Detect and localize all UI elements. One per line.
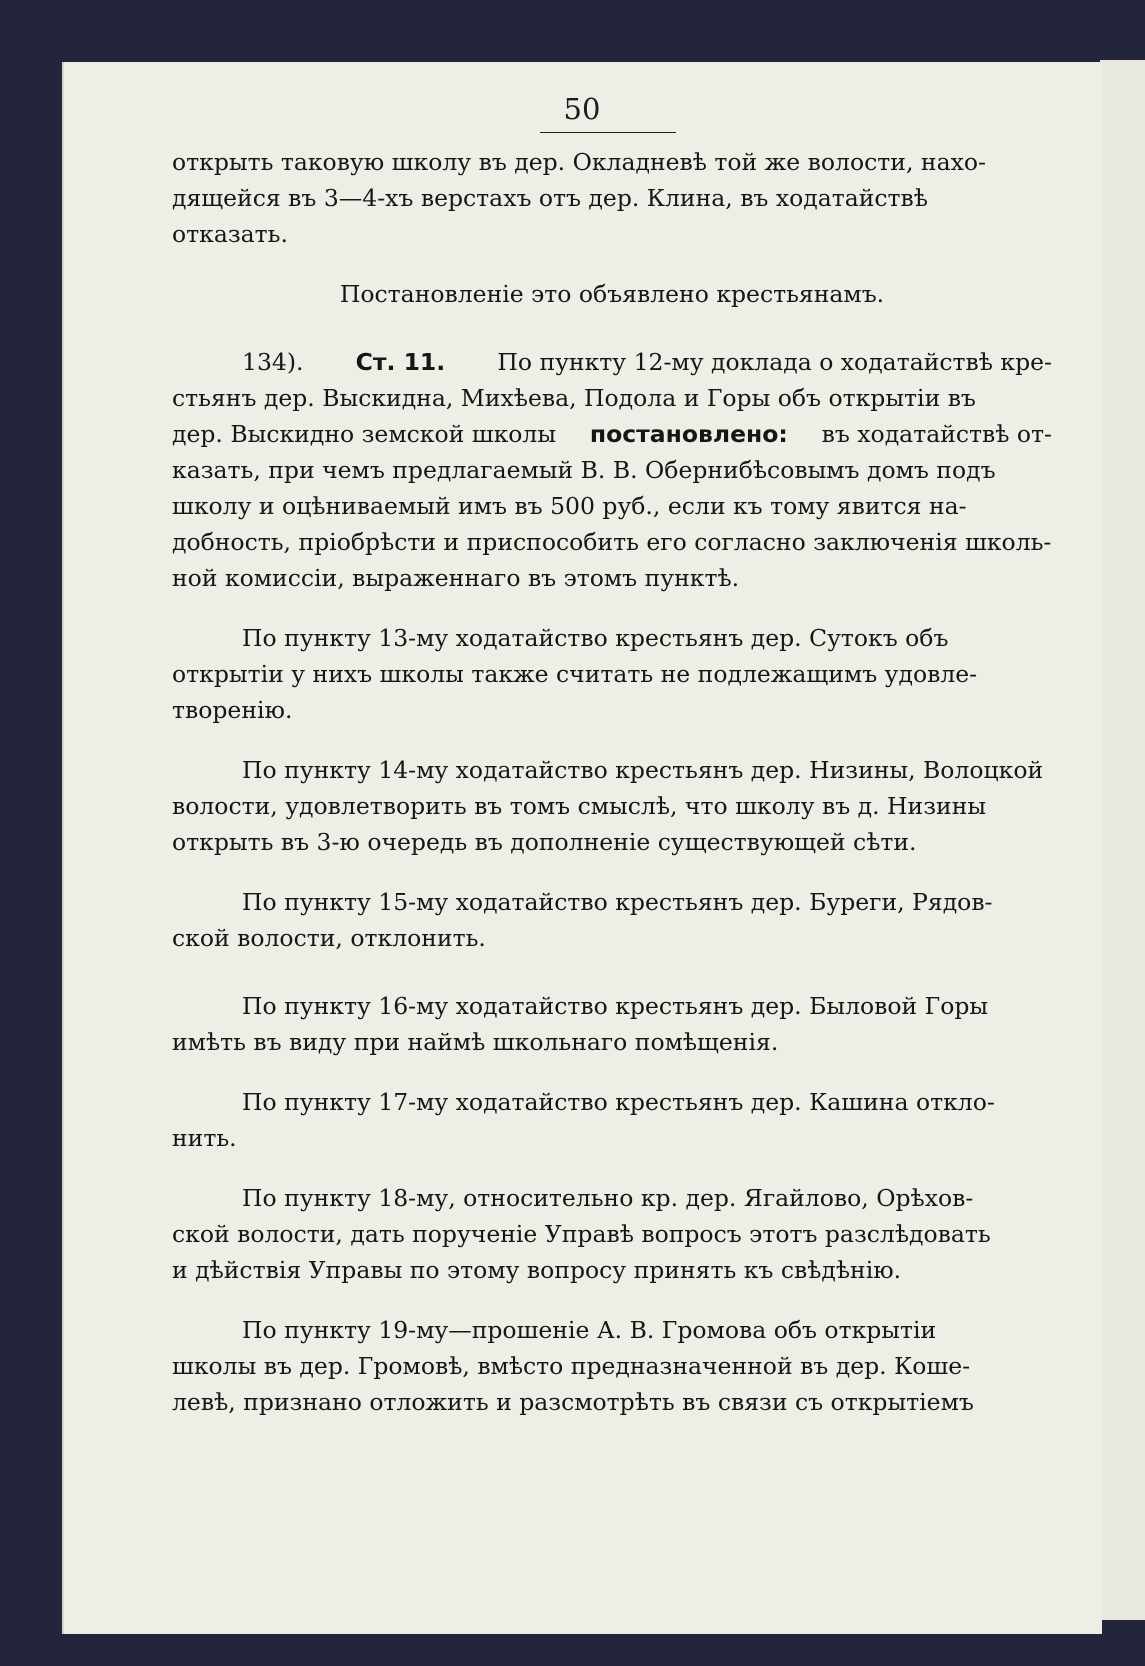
text-fragment: въ ходатайствѣ от-: [821, 420, 1052, 448]
text-line: ской волости, отклонить.: [172, 924, 486, 952]
text-line: открыть въ 3-ю очередь въ дополненіе существующей сѣти.: [172, 828, 917, 856]
text-line: По пункту 19-му—прошеніе А. В. Громова объ открытіи: [242, 1316, 937, 1344]
document-page: [62, 62, 1102, 1634]
text-line: школы въ дер. Громовѣ, вмѣсто предназначенной въ дер. Коше-: [172, 1352, 971, 1380]
text-line: По пункту 18-му, относительно кр. дер. Ягайлово, Орѣхов-: [242, 1184, 974, 1212]
page-number: 50: [563, 92, 601, 126]
article-number: Ст. 11.: [355, 348, 446, 376]
text-fragment: дер. Выскидно земской школы: [172, 420, 557, 448]
text-line: открыть таковую школу въ дер. Окладневѣ той же волости, нахо-: [172, 148, 986, 176]
text-line: [172, 344, 1052, 380]
text-line: По пункту 15-му ходатайство крестьянъ дер. Буреги, Рядов-: [242, 888, 993, 916]
text-line: добность, пріобрѣсти и приспособить его согласно заключенія школь-: [172, 528, 1052, 556]
item-number: 134).: [242, 348, 304, 376]
text-line: творенію.: [172, 696, 293, 724]
text-line: ной комиссіи, выраженнаго въ этомъ пунктѣ.: [172, 564, 740, 592]
next-page-edge: [1100, 60, 1145, 1620]
header-rule: [540, 132, 676, 133]
text-line: имѣть въ виду при наймѣ школьнаго помѣщенія.: [172, 1028, 779, 1056]
text-line: По пункту 13-му ходатайство крестьянъ дер. Сутокъ объ: [242, 624, 949, 652]
text-line: По пункту 17-му ходатайство крестьянъ дер. Кашина откло-: [242, 1088, 995, 1116]
text-line: дящейся въ 3—4-хъ верстахъ отъ дер. Клина, въ ходатайствѣ: [172, 184, 928, 212]
text-line: нить.: [172, 1124, 237, 1152]
text-line: школу и оцѣниваемый имъ въ 500 руб., если къ тому явится на-: [172, 492, 967, 520]
text-line: ской волости, дать порученіе Управѣ вопросъ этотъ разслѣдовать: [172, 1220, 991, 1248]
text-line: Постановленіе это объявлено крестьянамъ.: [339, 280, 885, 308]
text-line: казать, при чемъ предлагаемый В. В. Обернибѣсовымъ домъ подъ: [172, 456, 996, 484]
text-fragment: По пункту 12-му доклада о ходатайствѣ кре-: [497, 348, 1052, 376]
decision-keyword: постановлено:: [589, 420, 788, 448]
text-line: открытіи у нихъ школы также считать не подлежащимъ удовле-: [172, 660, 978, 688]
text-line: левѣ, признано отложить и разсмотрѣть въ связи съ открытіемъ: [172, 1388, 974, 1416]
text-line: стьянъ дер. Выскидна, Михѣева, Подола и Горы объ открытіи въ: [172, 384, 976, 412]
text-line: По пункту 14-му ходатайство крестьянъ дер. Низины, Волоцкой: [242, 756, 1044, 784]
text-line: волости, удовлетворить въ томъ смыслѣ, что школу въ д. Низины: [172, 792, 987, 820]
text-line: отказать.: [172, 220, 288, 248]
body-text: [172, 144, 1052, 1420]
text-line: [172, 416, 1052, 452]
text-line: и дѣйствія Управы по этому вопросу принять къ свѣдѣнію.: [172, 1256, 902, 1284]
text-line: По пункту 16-му ходатайство крестьянъ дер. Быловой Горы: [242, 992, 989, 1020]
